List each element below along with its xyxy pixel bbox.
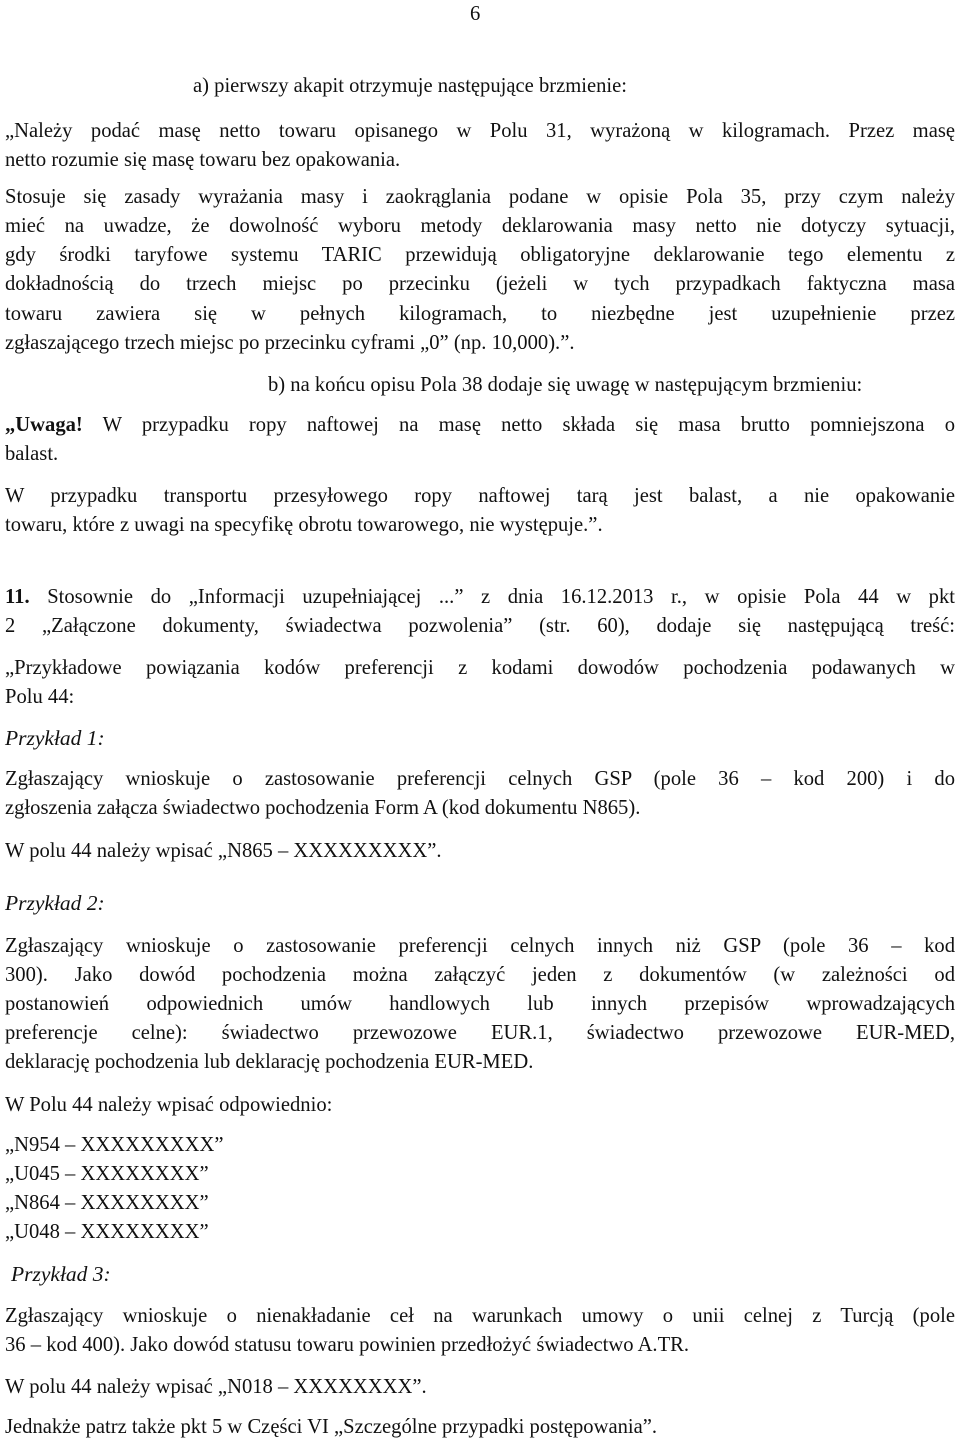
paragraph-line: Jednakże patrz także pkt 5 w Części VI „Szczególne przypadki postępowania”. bbox=[5, 1416, 658, 1438]
code-line: „N864 – XXXXXXXX” bbox=[5, 1192, 209, 1214]
paragraph-line: balast. bbox=[5, 443, 59, 465]
paragraph-line: towaru, które z uwagi na specyfikę obrotu towarowego, nie występuje.”. bbox=[5, 514, 603, 536]
paragraph-line: zgłaszającego trzech miejsc po przecinku cyframi „0” (np. 10,000).”. bbox=[5, 332, 575, 354]
paragraph-line: Zgłaszający wnioskuje o zastosowanie preferencji celnych GSP (pole 36 – kod 200) i do bbox=[5, 768, 955, 790]
paragraph-line: „Przykładowe powiązania kodów preferencji z kodami dowodów pochodzenia podawanych w bbox=[5, 657, 955, 679]
code-line: „U048 – XXXXXXXX” bbox=[5, 1221, 209, 1243]
example-heading-3: Przykład 3: bbox=[11, 1262, 111, 1286]
paragraph-line: W przypadku transportu przesyłowego ropy naftowej tarą jest balast, a nie opakowanie bbox=[5, 485, 955, 507]
paragraph-line bbox=[5, 583, 955, 612]
paragraph-line: gdy środki taryfowe systemu TARIC przewidują obligatoryjne deklarowanie tego elementu z bbox=[5, 244, 955, 266]
paragraph-line: deklarację pochodzenia lub deklarację pochodzenia EUR-MED. bbox=[5, 1051, 534, 1073]
paragraph-line: 36 – kod 400). Jako dowód statusu towaru powinien przedłożyć świadectwo A.TR. bbox=[5, 1334, 690, 1356]
paragraph-text: W przypadku ropy naftowej na masę netto składa się masa brutto pomniejszona o bbox=[82, 414, 955, 436]
paragraph-line: preferencje celne): świadectwo przewozowe EUR.1, świadectwo przewozowe EUR-MED, bbox=[5, 1022, 955, 1044]
paragraph-line: 2 „Załączone dokumenty, świadectwa pozwolenia” (str. 60), dodaje się następującą treść: bbox=[5, 615, 955, 637]
paragraph-line: mieć na uwadze, że dowolność wyboru metody deklarowania masy netto nie dotyczy sytuacji, bbox=[5, 215, 955, 237]
section-number: 11. bbox=[5, 586, 30, 608]
paragraph-text: Stosownie do „Informacji uzupełniającej ...” z dnia 16.12.2013 r., w opisie Pola 44 w pkt bbox=[29, 586, 955, 608]
paragraph-line: netto rozumie się masę towaru bez opakowania. bbox=[5, 149, 401, 171]
paragraph-line: W Polu 44 należy wpisać odpowiednio: bbox=[5, 1094, 333, 1116]
example-heading-1: Przykład 1: bbox=[5, 726, 105, 750]
paragraph-line: zgłoszenia załącza świadectwo pochodzenia Form A (kod dokumentu N865). bbox=[5, 797, 641, 819]
paragraph-line: 300). Jako dowód pochodzenia można załączyć jeden z dokumentów (w zależności od bbox=[5, 964, 955, 986]
paragraph-line: Zgłaszający wnioskuje o zastosowanie preferencji celnych innych niż GSP (pole 36 – kod bbox=[5, 935, 955, 957]
paragraph-line: Stosuje się zasady wyrażania masy i zaokrąglania podane w opisie Pola 35, przy czym należy bbox=[5, 186, 955, 208]
list-item-b: b) na końcu opisu Pola 38 dodaje się uwagę w następującym brzmieniu: bbox=[268, 374, 863, 396]
paragraph-line: postanowień odpowiednich umów handlowych lub innych przepisów wprowadzających bbox=[5, 993, 955, 1015]
example-heading-2: Przykład 2: bbox=[5, 891, 105, 915]
paragraph-line: Zgłaszający wnioskuje o nienakładanie ceł na warunkach umowy o unii celnej z Turcją (pole bbox=[5, 1305, 955, 1327]
uwaga-label: „Uwaga! bbox=[5, 414, 83, 436]
paragraph-line: „Należy podać masę netto towaru opisanego w Polu 31, wyrażoną w kilogramach. Przez masę bbox=[5, 120, 955, 142]
paragraph-line: dokładnością do trzech miejsc po przecinku (jeżeli w tych przypadkach faktyczna masa bbox=[5, 273, 955, 295]
paragraph-line: W polu 44 należy wpisać „N018 – XXXXXXXX”. bbox=[5, 1376, 427, 1398]
paragraph-line: towaru zawiera się w pełnych kilogramach, to niezbędne jest uzupełnienie przez bbox=[5, 303, 955, 325]
code-line: „N954 – XXXXXXXXX” bbox=[5, 1134, 224, 1156]
list-item-a: a) pierwszy akapit otrzymuje następujące brzmienie: bbox=[193, 75, 627, 97]
page-number: 6 bbox=[470, 3, 481, 25]
paragraph-line: Polu 44: bbox=[5, 686, 75, 708]
code-line: „U045 – XXXXXXXX” bbox=[5, 1163, 209, 1185]
paragraph-line bbox=[5, 411, 955, 440]
paragraph-line: W polu 44 należy wpisać „N865 – XXXXXXXXX”. bbox=[5, 840, 442, 862]
